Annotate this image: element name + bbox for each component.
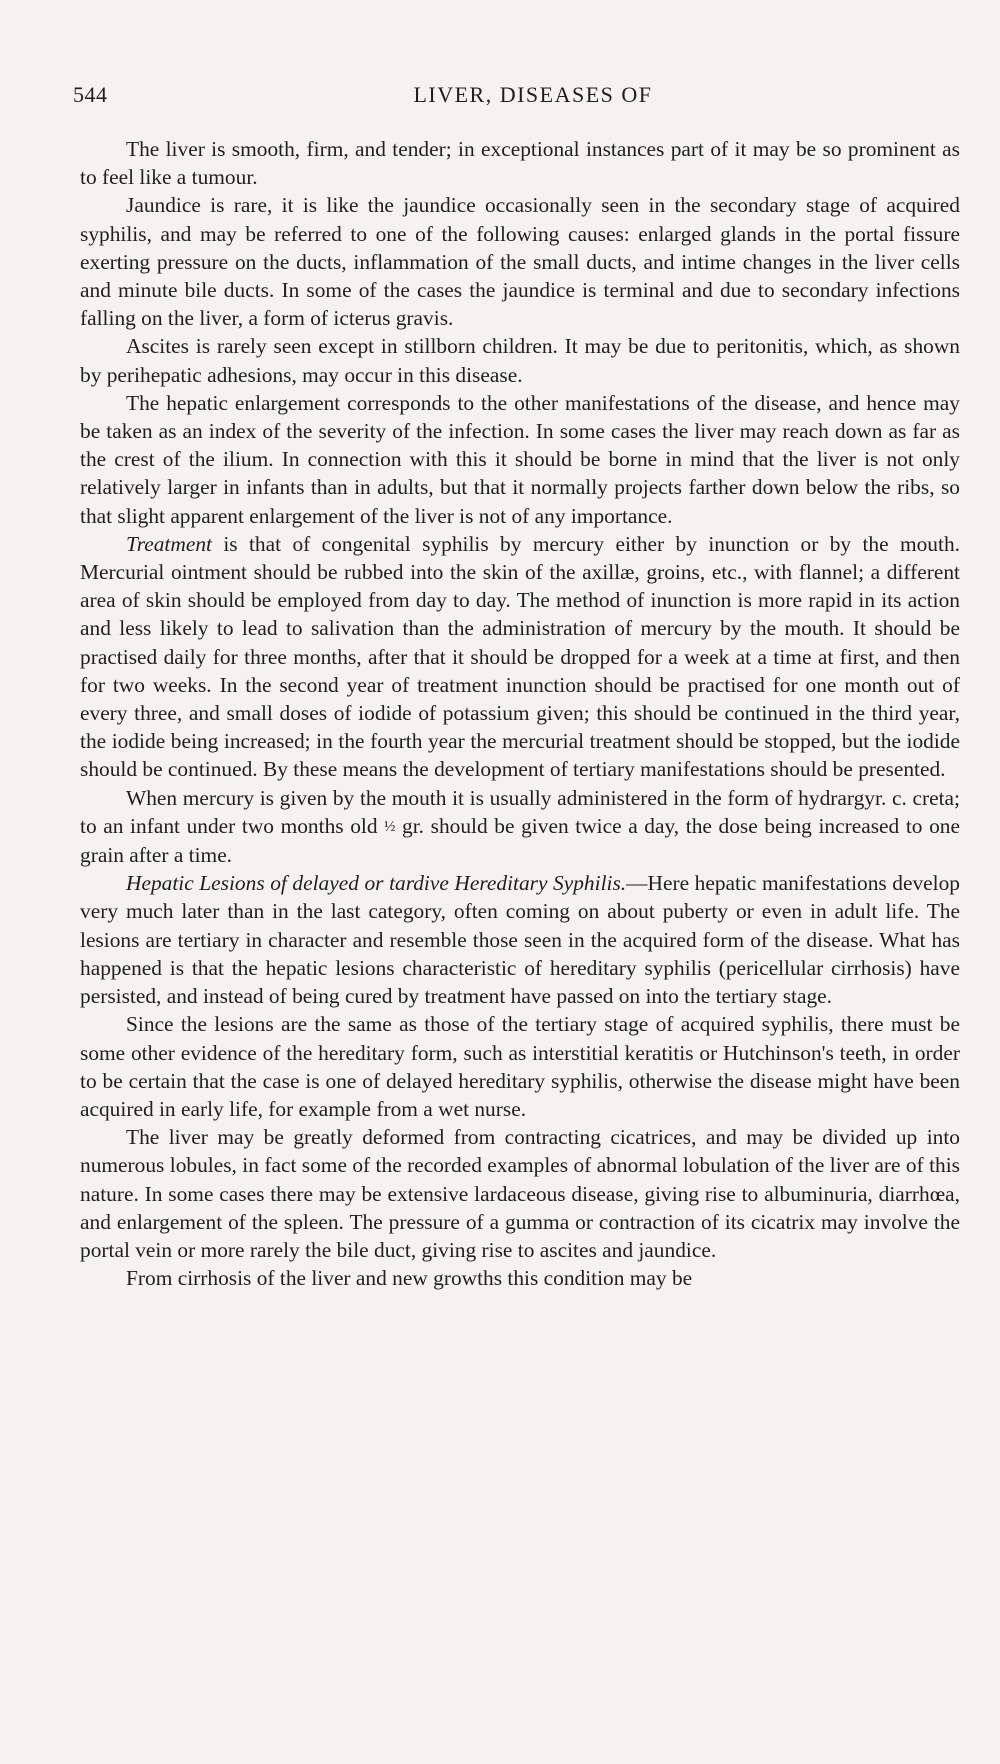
paragraph-5-text: is that of congenital syphilis by mercury either by inunction or by the mouth. Mercurial ointment should be rubbed into the skin of the axillæ, groins, etc., with flannel; a different area of skin should be employed from day to day. The method of inunction is more rapid in its action and less likely to lead to salivation than the administration of mercury by the mouth. It should be practised daily for three months, after that it should be dropped for a week at a time at first, and then for two weeks. In the second year of treatment inunction should be practised for one month out of every three, and small doses of iodide of potassium given; this should be continued in the third year, the iodide being increased; in the fourth year the mercurial treatment should be stopped, but the iodide should be continued. By these means the development of tertiary manifestations should be presented.	[80, 531, 960, 782]
delayed-syphilis-heading: Hepatic Lesions of delayed or tardive Hereditary Syphilis.	[126, 871, 627, 896]
paragraph-4: The hepatic enlargement corresponds to the other manifestations of the disease, and hence may be taken as an index of the severity of the infection. In some cases the liver may reach down as far as the crest of the ilium. In connection with this it should be borne in mind that the liver is not only relatively larger in infants than in adults, but that it normally projects farther down below the ribs, so that slight apparent enlargement of the liver is not of any importance.	[80, 390, 960, 528]
body-text	[80, 135, 960, 1292]
page-header	[73, 82, 963, 112]
paragraph-8: Since the lesions are the same as those of the tertiary stage of acquired syphilis, there must be some other evidence of the hereditary form, such as interstitial keratitis or Hutchinson's teeth, in order to be certain that the case is one of delayed hereditary syphilis, otherwise the disease might have been acquired in early life, for example from a wet nurse.	[80, 1012, 960, 1121]
paragraph-10: From cirrhosis of the liver and new growths this condition may be	[126, 1266, 693, 1291]
paragraph-7	[80, 869, 960, 1010]
paragraph-9: The liver may be greatly deformed from contracting cicatrices, and may be divided up into numerous lobules, in fact some of the recorded examples of abnormal lobulation of the liver are of this nature. In some cases there may be extensive lardaceous disease, giving rise to albuminuria, diarrhœa, and enlargement of the spleen. The pressure of a gumma or contraction of its cicatrix may involve the portal vein or more rarely the bile duct, giving rise to ascites and jaundice.	[80, 1125, 960, 1262]
paragraph-6-text-a: When mercury is given by the mouth it is usually administered in the form of hydrargyr. c. creta; to an infant under two months old	[80, 785, 960, 838]
paragraph-6	[80, 784, 960, 870]
page-number: 544	[73, 82, 108, 107]
paragraph-2: Jaundice is rare, it is like the jaundice occasionally seen in the secondary stage of acquired syphilis, and may be referred to one of the following causes: enlarged glands in the portal fissure exerting pressure on the ducts, inflammation of the small ducts, and intime changes in the liver cells and minute bile ducts. In some of the cases the jaundice is terminal and due to secondary infections falling on the liver, a form of icterus gravis.	[80, 193, 960, 331]
paragraph-6-text-b: gr. should be given twice a day, the dose being increased to one grain after a time.	[80, 813, 960, 868]
fraction-half: ½	[384, 818, 396, 835]
paragraph-3: Ascites is rarely seen except in stillborn children. It may be due to peritonitis, which, as shown by perihepatic adhesions, may occur in this disease.	[80, 334, 960, 387]
paragraph-7-text: —Here hepatic manifestations develop very much later than in the last category, often coming on about puberty or even in adult life. The lesions are tertiary in character and resemble those seen in the acquired form of the disease. What has happened is that the hepatic lesions characteristic of hereditary syphilis (pericellular cirrhosis) have persisted, and instead of being cured by treatment have passed on into the tertiary stage.	[80, 871, 960, 1009]
paragraph-1: The liver is smooth, firm, and tender; in exceptional instances part of it may be so prominent as to feel like a tumour.	[80, 137, 960, 190]
paragraph-5	[80, 530, 960, 784]
treatment-heading: Treatment	[126, 531, 212, 556]
running-title: LIVER, DISEASES OF	[413, 82, 653, 107]
